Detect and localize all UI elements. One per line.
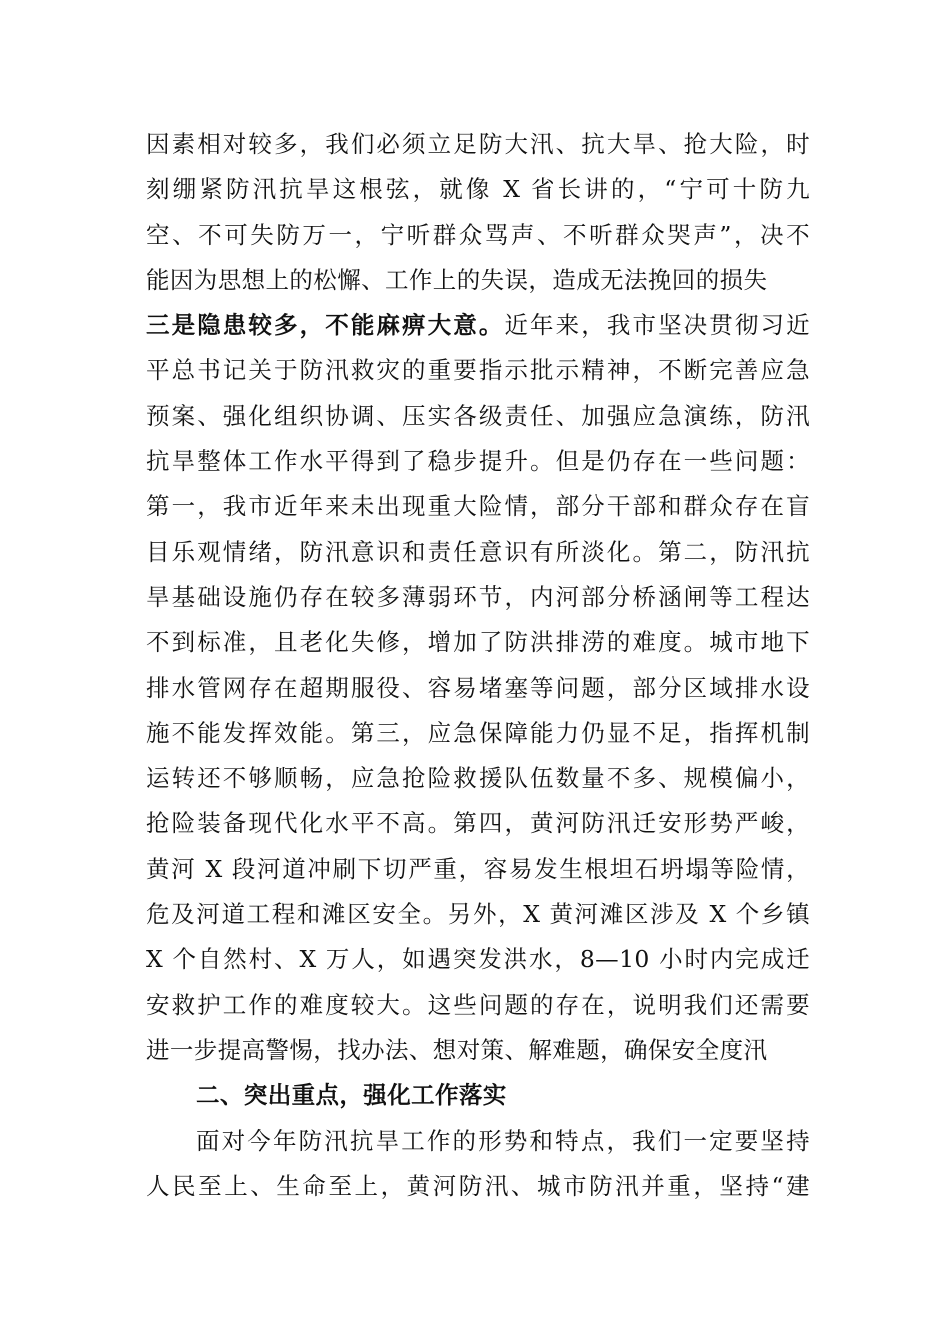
text-line: 预案、强化组织协调、压实各级责任、加强应急演练，防汛: [146, 401, 810, 430]
text-line: 旱基础设施仍存在较多薄弱环节，内河部分桥涵闸等工程达: [146, 582, 810, 611]
text-line: 目乐观情绪，防汛意识和责任意识有所淡化。第二，防汛抗: [146, 537, 810, 566]
text-line: X 个自然村、X 万人，如遇突发洪水，8—10 小时内完成迁: [146, 945, 810, 974]
text-line: 抗旱整体工作水平得到了稳步提升。但是仍存在一些问题：: [146, 447, 810, 476]
paragraph-first-line: 面对今年防汛抗旱工作的形势和特点，我们一定要坚持: [196, 1126, 810, 1155]
text-line: 平总书记关于防汛救灾的重要指示批示精神，不断完善应急: [146, 356, 810, 385]
text-line: 危及河道工程和滩区安全。另外，X 黄河滩区涉及 X 个乡镇: [146, 900, 810, 929]
text-line: 黄河 X 段河道冲刷下切严重，容易发生根坦石坍塌等险情，: [146, 854, 810, 883]
text-line: 不到标准，且老化失修，增加了防洪排涝的难度。城市地下: [146, 628, 810, 657]
text-line-with-bold-lead: [146, 303, 810, 348]
text-line: 刻绷紧防汛抗旱这根弦，就像 X 省长讲的，“宁可十防九: [146, 175, 810, 204]
text-line: 运转还不够顺畅，应急抢险救援队伍数量不多、规模偏小，: [146, 764, 810, 793]
text-line: 空、不可失防万一，宁听群众骂声、不听群众哭声”，决不: [146, 220, 810, 249]
text-line: 因素相对较多，我们必须立足防大汛、抗大旱、抢大险，时: [146, 130, 810, 158]
text-line: 第一，我市近年来未出现重大险情，部分干部和群众存在盲: [146, 492, 810, 521]
text-line: 能因为思想上的松懈、工作上的失误，造成无法挽回的损失: [146, 265, 768, 294]
text-line: 排水管网存在超期服役、容易堵塞等问题，部分区域排水设: [146, 673, 810, 702]
text-line: 安救护工作的难度较大。这些问题的存在，说明我们还需要: [146, 990, 810, 1019]
text-line: 进一步提高警惕，找办法、想对策、解难题，确保安全度汛: [146, 1035, 768, 1064]
text-line: 施不能发挥效能。第三，应急保障能力仍显不足，指挥机制: [146, 718, 810, 747]
document-body: [146, 122, 810, 1209]
bold-lead-text: 三是隐患较多，不能麻痹大意。: [146, 311, 505, 340]
text-line: 人民至上、生命至上，黄河防汛、城市防汛并重，坚持“建: [146, 1171, 810, 1200]
section-heading: 二、突出重点，强化工作落实: [196, 1081, 507, 1110]
line-rest-text: 近年来，我市坚决贯彻习近: [504, 311, 810, 340]
text-line: 抢险装备现代化水平不高。第四，黄河防汛迁安形势严峻，: [146, 809, 810, 838]
